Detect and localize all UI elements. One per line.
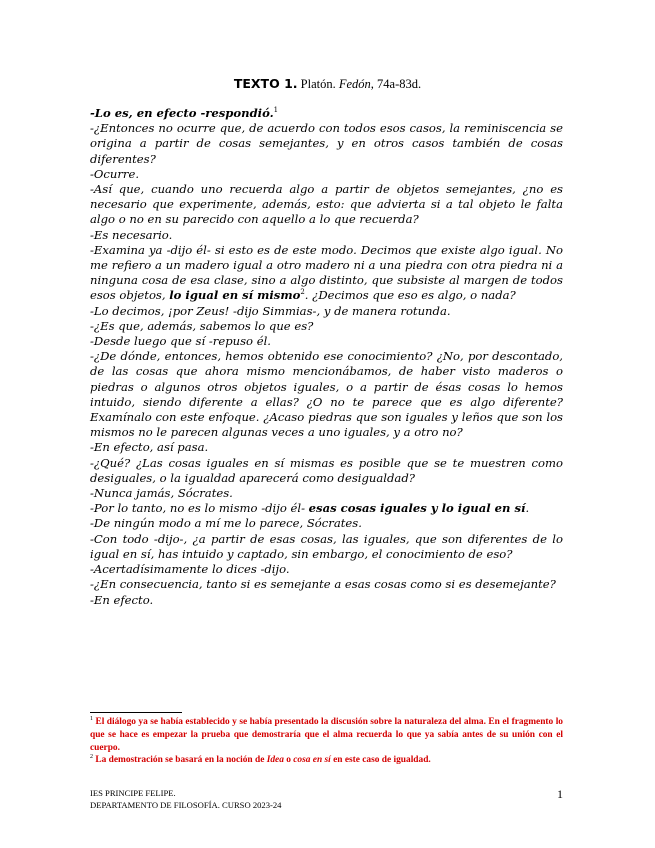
- line-text: -¿Qué? ¿Las cosas iguales en sí mismas es posible que se te muestren como desiguales, o la igualdad aparecerá como desigualdad?: [90, 455, 563, 485]
- line-text: . ¿Decimos que eso es algo, o nada?: [304, 288, 516, 303]
- title-range: 74a-83d.: [373, 77, 422, 91]
- line-text: -Nunca jamás, Sócrates.: [90, 486, 233, 501]
- dialogue-line: [90, 501, 563, 516]
- line-text: -En efecto, así pasa.: [90, 440, 209, 455]
- line-text: -Por lo tanto, no es lo mismo -dijo él-: [90, 501, 309, 516]
- dialogue-line: [90, 243, 563, 304]
- line-text: -En efecto.: [90, 592, 154, 607]
- dialogue-line: [90, 593, 563, 608]
- dialogue-line: [90, 577, 563, 592]
- line-text: .: [525, 501, 530, 516]
- footer-school: IES PRINCIPE FELIPE.: [90, 788, 176, 798]
- dialogue-line: [90, 440, 563, 455]
- footnote-2: [90, 754, 563, 767]
- dialogue-line: [90, 334, 563, 349]
- line-text: -Con todo -dijo-, ¿a partir de esas cosas, las iguales, que son diferentes de lo igual en sí, has intuido y captado, sin embargo, el conocimiento de eso?: [90, 531, 563, 561]
- footnote-text: La demostración se basará en la noción de: [95, 755, 267, 766]
- dialogue-line: [90, 532, 563, 562]
- footnote-number: 1: [90, 715, 93, 722]
- footnote-text: El diálogo ya se había establecido y se había presentado la discusión sobre la naturaleza del alma. En el fragmento lo que se hace es empezar la prueba que demostraría que el alma recuerda lo que ya sabía antes de su unión con el cuerpo.: [90, 717, 563, 753]
- footer-department: DEPARTAMENTO DE FILOSOFÍA. CURSO 2023-24: [90, 799, 282, 810]
- line-text: -Ocurre.: [90, 166, 140, 181]
- dialogue-line: [90, 106, 563, 121]
- dialogue-line: [90, 319, 563, 334]
- dialogue-line: [90, 456, 563, 486]
- line-text: -Examina ya -dijo él- si esto es de este modo. Decimos que existe algo igual. No me refiero a un madero igual a otro madero ni a una piedra con otra piedra ni a ninguna cosa de esa clase, sino a algo distinto, que subsiste al margen de todos esos objetos,: [90, 242, 563, 303]
- line-text: -Lo decimos, ¡por Zeus! -dijo Simmias-, y de manera rotunda.: [90, 303, 451, 318]
- footnote-text: o: [283, 755, 294, 766]
- line-text: -¿En consecuencia, tanto si es semejante a esas cosas como si es desemejante?: [90, 577, 556, 592]
- line-text: -Desde luego que sí -repuso él.: [90, 334, 271, 349]
- line-text: -Así que, cuando uno recuerda algo a partir de objetos semejantes, ¿no es necesario que experimente, además, esto: que advierta si a tal objeto le falta algo o no en su parecido con aquello a lo que recuerda?: [90, 182, 563, 227]
- emphasis-text: lo igual en sí mismo: [169, 288, 301, 303]
- footnote-text: Idea: [266, 755, 284, 766]
- dialogue-line: [90, 167, 563, 182]
- title-work: Fedón,: [338, 77, 374, 91]
- title-author: Platón.: [297, 77, 339, 91]
- dialogue-line: [90, 349, 563, 440]
- dialogue-line: [90, 486, 563, 501]
- dialogue-line: [90, 121, 563, 167]
- line-text: -¿De dónde, entonces, hemos obtenido ese conocimiento? ¿No, por descontado, de las cosas que ahora mismo mencionábamos, de haber visto maderos o piedras o algunos otros objetos iguales, o a partir de ésas cosas lo hemos intuido, siendo diferente a ellas? ¿O no te parece que es algo diferente? Examínalo con este enfoque. ¿Acaso piedras que son iguales y leños que son los mismos no le parecen algunas veces a uno iguales, y a otro no?: [90, 349, 563, 440]
- footnotes: [90, 716, 563, 767]
- title-main: TEXTO 1.: [233, 76, 298, 91]
- dialogue-line: [90, 562, 563, 577]
- page-number: 1: [557, 787, 563, 801]
- line-text: -Acertadísimamente lo dices -dijo.: [90, 562, 290, 577]
- line-text: -¿Es que, además, sabemos lo que es?: [90, 318, 314, 333]
- footnote-ref[interactable]: 2: [300, 288, 305, 297]
- footnote-text: en este caso de igualdad.: [330, 755, 431, 766]
- footnote-separator: [90, 712, 182, 713]
- line-text: -De ningún modo a mí me lo parece, Sócrates.: [90, 516, 362, 531]
- footnote-ref[interactable]: 1: [273, 106, 279, 115]
- dialogue-text: [90, 106, 563, 608]
- dialogue-line: [90, 516, 563, 531]
- footnote-1: [90, 716, 563, 754]
- footnote-text: cosa en sí: [293, 755, 331, 766]
- emphasis-text: esas cosas iguales y lo igual en sí: [308, 501, 526, 516]
- line-text: -¿Entonces no ocurre que, de acuerdo con todos esos casos, la reminiscencia se origina a partir de cosas semejantes, y en otros casos también de cosas diferentes?: [90, 121, 563, 166]
- document-title: [0, 76, 655, 92]
- page-footer: [90, 788, 281, 811]
- footnote-number: 2: [90, 754, 93, 761]
- emphasis-text: -Lo es, en efecto -respondió.: [90, 106, 274, 120]
- dialogue-line: [90, 182, 563, 228]
- dialogue-line: [90, 228, 563, 243]
- line-text: -Es necesario.: [90, 227, 173, 242]
- dialogue-line: [90, 304, 563, 319]
